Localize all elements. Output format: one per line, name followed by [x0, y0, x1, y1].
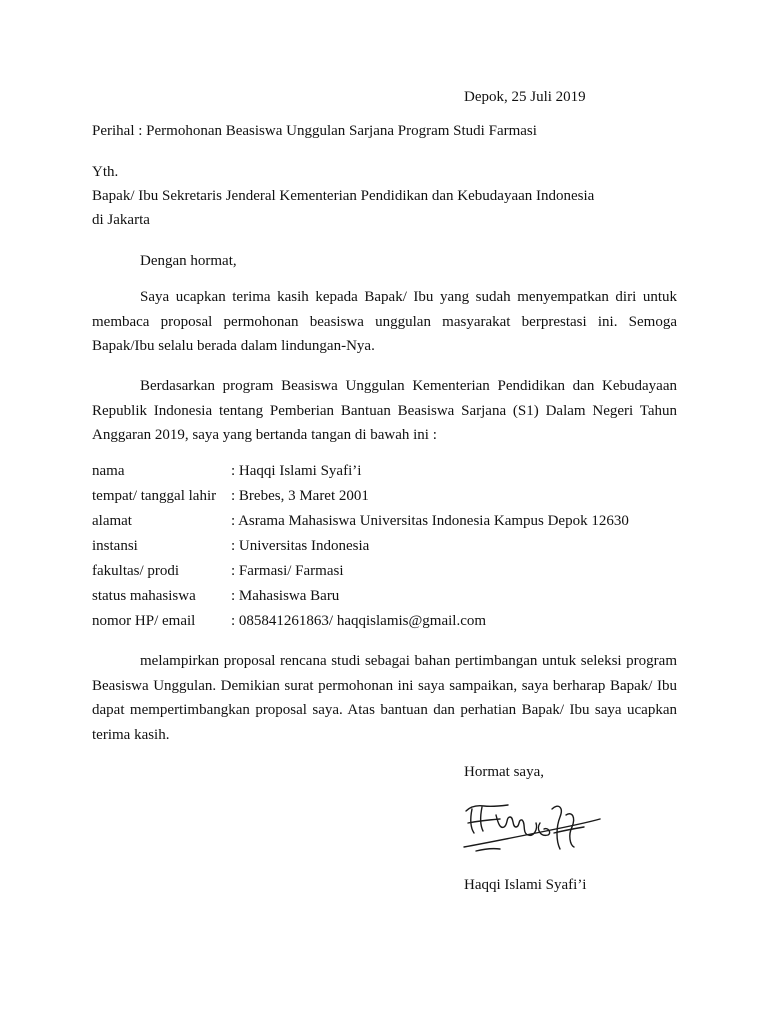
- identity-row: [92, 484, 629, 509]
- letter-subject: Perihal : Permohonan Beasiswa Unggulan Sarjana Program Studi Farmasi: [92, 123, 537, 139]
- recipient-title: Bapak/ Ibu Sekretaris Jenderal Kementerian Pendidikan dan Kebudayaan Indonesia: [92, 188, 595, 204]
- signature-stroke: [538, 823, 549, 835]
- identity-row: [92, 609, 629, 634]
- greeting: Dengan hormat,: [140, 253, 237, 269]
- recipient-salutation: Yth.: [92, 164, 119, 180]
- signature-stroke: [471, 809, 474, 833]
- identity-label: status mahasiswa: [92, 588, 196, 604]
- paragraph-basis: Berdasarkan program Beasiswa Unggulan Kementerian Pendidikan dan Kebudayaan Republik Indonesia tentang Pemberian Bantuan Beasiswa Sarjana (S1) Dalam Negeri Tahun Anggaran 2019, saya yang bertanda tangan di bawah ini :: [92, 378, 677, 443]
- identity-value: : Brebes, 3 Maret 2001: [231, 488, 369, 504]
- identity-label: nomor HP/ email: [92, 613, 196, 629]
- identity-row: [92, 459, 629, 484]
- signature-stroke: [496, 815, 522, 827]
- identity-value: : Asrama Mahasiswa Universitas Indonesia Kampus Depok 12630: [231, 513, 629, 529]
- recipient-location: di Jakarta: [92, 212, 150, 228]
- identity-value: : Mahasiswa Baru: [231, 588, 340, 604]
- signature-stroke: [481, 807, 483, 831]
- paragraph-thanks: Saya ucapkan terima kasih kepada Bapak/ Ibu yang sudah menyempatkan diri untuk membaca proposal permohonan beasiswa unggulan masyarakat berprestasi ini. Semoga Bapak/Ibu selalu berada dalam lindungan-Nya.: [92, 289, 677, 354]
- signature-image: [456, 793, 606, 867]
- identity-value: : Haqqi Islami Syafi’i: [231, 463, 362, 479]
- paragraph-closing: melampirkan proposal rencana studi sebagai bahan pertimbangan untuk seleksi program Beasiswa Unggulan. Demikian surat permohonan ini saya sampaikan, saya berharap Bapak/ Ibu dapat mempertimbangkan proposal saya. Atas bantuan dan perhatian Bapak/ Ibu saya ucapkan terima kasih.: [92, 653, 677, 743]
- identity-label: nama: [92, 463, 125, 479]
- closing-phrase: Hormat saya,: [464, 764, 544, 780]
- identity-value: : 085841261863/ haqqislamis@gmail.com: [231, 613, 487, 629]
- letter-date: Depok, 25 Juli 2019: [464, 89, 586, 105]
- identity-row: [92, 509, 629, 534]
- identity-label: instansi: [92, 538, 138, 554]
- identity-label: fakultas/ prodi: [92, 563, 180, 579]
- identity-value: : Universitas Indonesia: [231, 538, 370, 554]
- identity-row: [92, 584, 629, 609]
- identity-table: [92, 459, 629, 634]
- signature-stroke: [468, 819, 500, 823]
- signer-name: Haqqi Islami Syafi’i: [464, 877, 587, 893]
- identity-label: tempat/ tanggal lahir: [92, 488, 217, 504]
- signature-stroke: [464, 819, 600, 847]
- identity-row: [92, 559, 629, 584]
- signature-stroke: [476, 849, 500, 851]
- identity-row: [92, 534, 629, 559]
- identity-value: : Farmasi/ Farmasi: [231, 563, 344, 579]
- identity-label: alamat: [92, 513, 132, 529]
